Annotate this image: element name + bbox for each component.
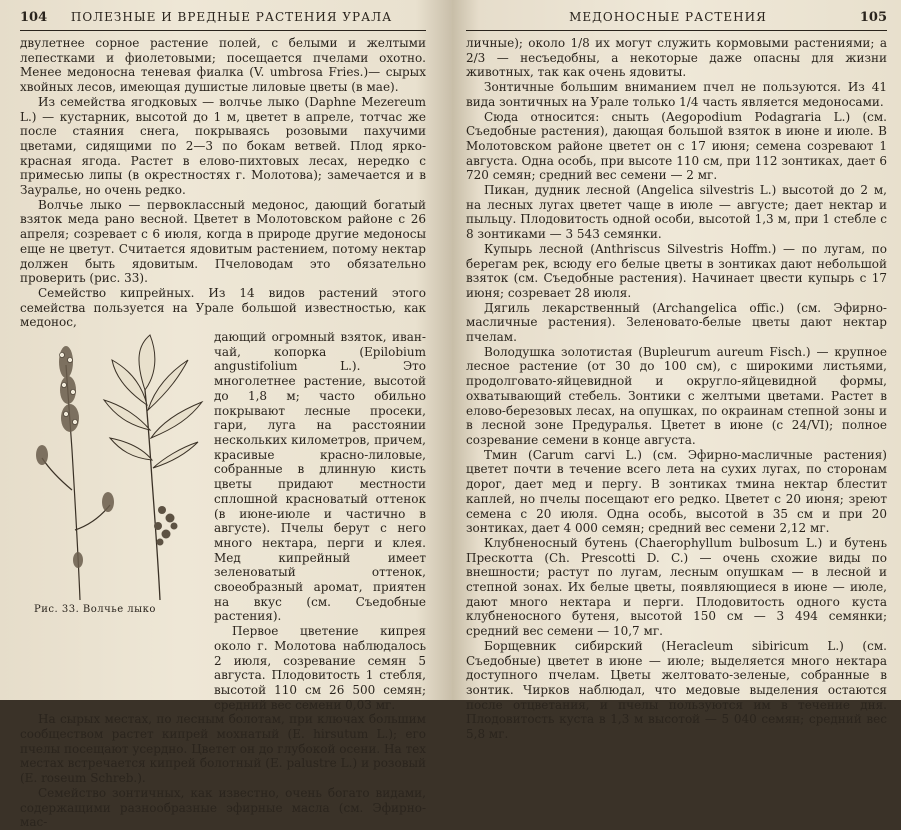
figure-block	[20, 330, 426, 712]
daphne-illustration	[20, 330, 208, 606]
left-running-head	[20, 10, 426, 25]
left-header-rule	[20, 30, 426, 31]
paragraph: Тмин (Carum carvi L.) (см. Эфирно-масличные растения) цветет почти в течение всего лета на сухих лугах, по сторонам дорог, дает мед и пергу. В зонтиках тмина нектар блестит каплей, но пчелы посещают его редко. Цветет с 20 июня; зреют семена с 20 июля. Одна особь, высотой в 35 см и при 20 зонтиках, дает 4 000 семян; средний вес семени 2,12 мг.	[466, 447, 887, 536]
paragraph: личные); около 1/8 их могут служить кормовыми растениями; а 2/3 — несъедобны, а некоторые даже опасны для жизни животных, так как очень ядовиты.	[466, 36, 887, 80]
paragraph: Первое цветение кипрея около г. Молотова наблюдалось 2 июля, созревание семян 5 августа. Плодовитость 1 стебля, высотой 110 см 26 500 семян; средний вес семени 0,03 мг.	[214, 624, 426, 712]
right-body-text	[466, 36, 887, 742]
paragraph: Из семейства ягодковых — волчье лыко (Daphne Mezereum L.) — кустарник, высотой до 1 м, цветет в апреле, тотчас же после стаяния снега, покрываясь розовыми пахучими цветами, сидящими по 2—3 по бокам ветвей. Плод ярко-красная ягода. Растет в елово-пихтовых лесах, нередко с примесью липы (в окрестностях г. Молотова); замечается и в Зауралье, но очень редко.	[20, 94, 426, 198]
paragraph: Зонтичные большим вниманием пчел не пользуются. Из 41 вида зонтичных на Урале только 1/4 часть является медоносами.	[466, 80, 887, 109]
right-running-head	[466, 10, 887, 25]
left-body-text	[20, 36, 426, 830]
right-header-rule	[466, 30, 887, 31]
paragraph: двулетнее сорное растение полей, с белыми и желтыми лепестками и фиолетовыми; посещается пчелами охотно. Менее медоносна теневая фиалка (V. umbrosa Fries.)— сырых хвойных лесов, имеющая душистые лиловые цветы (в мае).	[20, 36, 426, 95]
left-page-number: 104	[20, 10, 48, 25]
figure-caption: Рис. 33. Волчье лыко	[34, 604, 156, 616]
paragraph: На сырых местах, по лесным болотам, при ключах большим сообществом растет кипрей мохнатый (E. hirsutum L.); его пчелы посещают усердно. Цветет он до глубокой осени. На тех местах встречается кипрей болотный (E. palustre L.) и розовый (E. roseum Schreb.).	[20, 712, 426, 786]
paragraph: Сюда относится: сныть (Aegopodium Podagraria L.) (см. Съедобные растения), дающая большой взяток в июне и июле. В Молотовском районе цветет он с 17 июня; семена созревают 1 августа. Одна особь, при высоте 110 см, при 112 зонтиках, дает 6 720 семян; средний вес семени — 2 мг.	[466, 109, 887, 183]
paragraph: Клубненосный бутень (Chaerophyllum bulbosum L.) и бутень Прескотта (Ch. Prescotti D. C.) — очень схожие виды по внешности; растут по лугам, лесным опушкам — в лесной и степной зонах. Их белые цветы, появляющиеся в июне — июле, дают много нектара и перги. Плодовитость одного куста клубненосного бутеня, высотой 150 см — 3 494 семянки; средний вес семени — 10,7 мг.	[466, 535, 887, 639]
right-page-number: 105	[859, 10, 887, 25]
paragraph: дающий огромный взяток, иван-чай, копорка (Epilobium angustifolium L.). Это многолетнее растение, высотой до 1,8 м; часто обильно покрывают лесные просеки, гари, луга на расстоянии нескольких километров, причем, красивые красно-лиловые, собранные в длинную кисть цветы придают местности сплошной красноватый оттенок (в июне-июле и частично в августе). Пчелы берут с него много нектара, перги и клея. Мед кипрейный имеет зеленоватый оттенок, своеобразный аромат, приятен на вкус (см. Съедобные растения).	[214, 330, 426, 624]
paragraph: Пикан, дудник лесной (Angelica silvestris L.) высотой до 2 м, на лесных лугах цветет чаще в июле — августе; дает нектар и пыльцу. Плодовитость одной особи, высотой 1,3 м, при 1 стебле с 8 зонтиками — 3 543 семянки.	[466, 183, 887, 242]
figure-33	[20, 330, 208, 618]
paragraph: Семейство кипрейных. Из 14 видов растений этого семейства пользуется на Урале большой известностью, как медонос,	[20, 285, 426, 330]
right-running-title: МЕДОНОСНЫЕ РАСТЕНИЯ	[569, 10, 767, 24]
paragraph: Купырь лесной (Anthriscus Silvestris Hoffm.) — по лугам, по берегам рек, всюду его белые цветы в зонтиках дают небольшой взяток (см. Съедобные растения). Начинает цвести купырь с 17 июня; созревает 28 июля.	[466, 241, 887, 300]
paragraph: Волчье лыко — первоклассный медонос, дающий богатый взяток меда рано весной. Цветет в Молотовском районе с 26 апреля; созревает с 6 июля, когда в природе другие медоносы еще не цветут. Считается ядовитым растением, потому нектар должен быть ядовитым. Пчеловодам это обязательно проверить (рис. 33).	[20, 197, 426, 286]
right-page	[452, 0, 901, 742]
paragraph: Дягиль лекарственный (Archangelica offic.) (см. Эфирно-масличные растения). Зеленовато-белые цветы дают нектар пчелам.	[466, 300, 887, 345]
paragraph: Борщевник сибирский (Heracleum sibiricum L.) (см. Съедобные) цветет в июне — июле; выделяется много нектара доступного пчелам. Цветы желтовато-зеленые, собранные в зонтик. Чирков наблюдал, что медовые выделения остаются после отцветания, и пчелы пользуются им в течение дня. Плодовитость куста в 1,3 м высотой — 5 040 семян; средний вес 5,8 мг.	[466, 638, 887, 742]
figure-side-text	[214, 330, 426, 712]
left-running-title: ПОЛЕЗНЫЕ И ВРЕДНЫЕ РАСТЕНИЯ УРАЛА	[70, 10, 393, 24]
paragraph: Володушка золотистая (Bupleurum aureum Fisch.) — крупное лесное растение (от 30 до 100 см), с широкими листьями, продолговато-яйцевидной и округло-яйцевидной формы, охватывающий стебель. Зонтики с желтыми цветами. Растет в елово-березовых лесах, на опушках, по окраинам степной зоны и в лесной зоне Предуралья. Цветет в июне (с 24/VI); полное созревание семени в конце августа.	[466, 344, 887, 447]
paragraph: Семейство зонтичных, как известно, очень богато видами, содержащими разнообразные эфирные масла (см. Эфирно-мас-	[20, 785, 426, 830]
